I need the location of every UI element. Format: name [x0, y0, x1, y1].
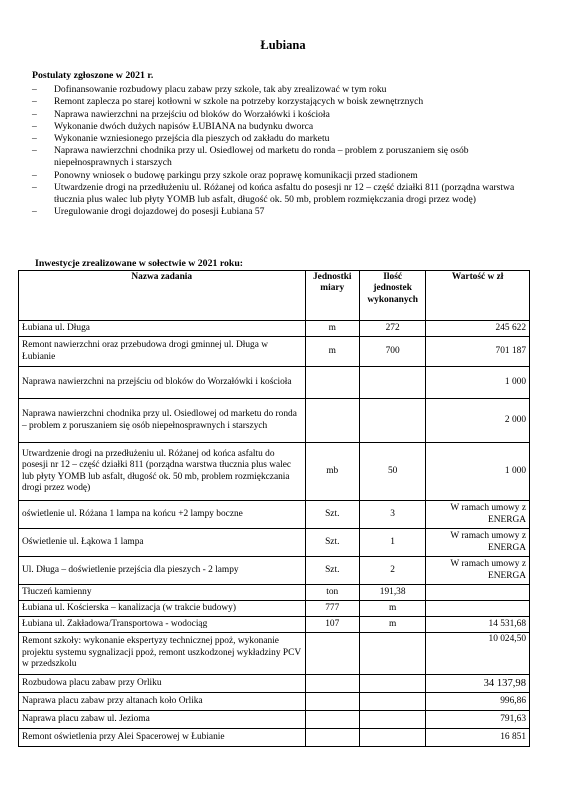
task-unit: Szt. — [305, 529, 360, 557]
table-row — [19, 693, 530, 711]
task-value: 14 531,68 — [426, 617, 530, 633]
postulates-section — [32, 70, 532, 218]
task-value — [426, 601, 530, 617]
task-quantity: 50 — [360, 443, 426, 501]
task-value: 245 622 — [426, 321, 530, 337]
column-header-unit: Jednostki miary — [305, 271, 360, 321]
task-value: 10 024,50 — [426, 633, 530, 675]
task-name: Utwardzenie drogi na przedłużeniu ul. Różanej od końca asfaltu do posesji nr 12 – część działki 811 (porządna warstwa tłucznia plus walec lub płyty YOMB lub asfalt, długość ok. 50 mb, problem rozmiękczania drogi przez wodę) — [19, 443, 306, 501]
task-unit — [305, 399, 360, 443]
task-quantity: m — [360, 601, 426, 617]
task-name: Łubiana ul. Długa — [19, 321, 306, 337]
column-header-task: Nazwa zadania — [19, 271, 306, 321]
task-quantity — [360, 633, 426, 675]
bullet-dash: – — [32, 169, 37, 181]
task-unit — [305, 367, 360, 399]
investments-heading: Inwestycje zrealizowane w sołectwie w 2021 roku: — [35, 258, 244, 269]
task-name: Naprawa nawierzchni chodnika przy ul. Osiedlowej od marketu do ronda – problem z poruszaniem się osób niepełnosprawnych i starszych — [19, 399, 306, 443]
task-unit: Szt. — [305, 501, 360, 529]
postulate-text: Ponowny wniosek o budowę parkingu przy szkole oraz poprawę komunikacji przed stadionem — [54, 169, 418, 181]
task-value — [426, 585, 530, 601]
postulate-text: Dofinansowanie rozbudowy placu zabaw przy szkole, tak aby zrealizować w tym roku — [54, 84, 387, 96]
page-title: Łubiana — [260, 38, 306, 52]
task-quantity — [360, 693, 426, 711]
task-quantity: 1 — [360, 529, 426, 557]
postulate-text: Naprawa nawierzchni chodnika przy ul. Osiedlowej od marketu do ronda – problem z poruszaniem się osób niepełnosprawnych i starszych — [54, 145, 469, 169]
task-unit — [305, 729, 360, 747]
postulate-item — [32, 133, 532, 145]
table-row — [19, 529, 530, 557]
column-header-value: Wartość w zł — [426, 271, 530, 321]
task-value: W ramach umowy z ENERGA — [426, 501, 530, 529]
table-row — [19, 601, 530, 617]
task-value: 2 000 — [426, 399, 530, 443]
task-value: 1 000 — [426, 443, 530, 501]
postulate-item — [32, 170, 532, 182]
task-name: oświetlenie ul. Różana 1 lampa na końcu +2 lampy boczne — [19, 501, 306, 529]
postulate-item — [32, 182, 532, 206]
task-quantity — [360, 729, 426, 747]
table-row — [19, 633, 530, 675]
task-value: 996,86 — [426, 693, 530, 711]
table-row — [19, 617, 530, 633]
task-value: 791,63 — [426, 711, 530, 729]
postulate-item — [32, 121, 532, 133]
task-unit: Szt. — [305, 557, 360, 585]
task-value: 1 000 — [426, 367, 530, 399]
task-name: Rozbudowa placu zabaw przy Orliku — [19, 675, 306, 693]
task-unit — [305, 675, 360, 693]
postulate-text: Wykonanie dwóch dużych napisów ŁUBIANA na budynku dworca — [54, 120, 314, 132]
task-name: Remont nawierzchni oraz przebudowa drogi gminnej ul. Długa w Łubianie — [19, 337, 306, 367]
column-header-quantity: Ilość jednostek wykonanych — [360, 271, 426, 321]
postulates-heading: Postulaty zgłoszone w 2021 r. — [32, 70, 154, 81]
postulate-item — [32, 96, 532, 108]
task-quantity: 272 — [360, 321, 426, 337]
investments-table — [18, 270, 530, 747]
task-unit: 777 — [305, 601, 360, 617]
bullet-dash: – — [32, 120, 37, 132]
task-name: Oświetlenie ul. Łąkowa 1 lampa — [19, 529, 306, 557]
task-quantity: 700 — [360, 337, 426, 367]
table-row — [19, 675, 530, 693]
task-name: Naprawa placu zabaw przy altanach koło Orlika — [19, 693, 306, 711]
postulate-text: Remont zaplecza po starej kotłowni w szkole na potrzeby korzystających w boisk zewnętrznych — [54, 96, 424, 108]
bullet-dash: – — [32, 108, 37, 120]
postulates-list — [32, 84, 532, 218]
postulate-item — [32, 145, 532, 169]
task-unit — [305, 711, 360, 729]
task-unit: m — [305, 337, 360, 367]
table-row — [19, 729, 530, 747]
task-value: 701 187 — [426, 337, 530, 367]
task-value: 34 137,98 — [426, 675, 530, 693]
table-row — [19, 711, 530, 729]
table-row — [19, 367, 530, 399]
task-name: Łubiana ul. Zakładowa/Transportowa - wodociąg — [19, 617, 306, 633]
bullet-dash: – — [32, 133, 37, 145]
postulate-item — [32, 84, 532, 96]
task-value: W ramach umowy z ENERGA — [426, 529, 530, 557]
task-unit — [305, 693, 360, 711]
postulate-text: Wykonanie wzniesionego przejścia dla pieszych od zakładu do marketu — [54, 133, 330, 145]
table-row — [19, 585, 530, 601]
bullet-dash: – — [32, 84, 37, 96]
postulate-text: Uregulowanie drogi dojazdowej do posesji Łubiana 57 — [54, 206, 265, 218]
task-unit: mb — [305, 443, 360, 501]
task-unit: ton — [305, 585, 360, 601]
postulate-text: Naprawa nawierzchni na przejściu od bloków do Worzałówki i kościoła — [54, 108, 330, 120]
task-unit: 107 — [305, 617, 360, 633]
bullet-dash: – — [32, 96, 37, 108]
postulate-item — [32, 109, 532, 121]
bullet-dash: – — [32, 145, 37, 157]
task-quantity: 3 — [360, 501, 426, 529]
task-quantity: 191,38 — [360, 585, 426, 601]
task-name: Remont szkoły: wykonanie ekspertyzy technicznej ppoż, wykonanie projektu systemu sygnalizacji ppoż, remont uszkodzonej wykładziny PCV w przedszkolu — [19, 633, 306, 675]
task-name: Naprawa nawierzchni na przejściu od bloków do Worzałówki i kościoła — [19, 367, 306, 399]
bullet-dash: – — [32, 206, 37, 218]
table-row — [19, 501, 530, 529]
task-name: Remont oświetlenia przy Alei Spacerowej w Łubianie — [19, 729, 306, 747]
bullet-dash: – — [32, 181, 37, 193]
task-quantity: 2 — [360, 557, 426, 585]
task-quantity: m — [360, 617, 426, 633]
task-quantity — [360, 367, 426, 399]
task-unit: m — [305, 321, 360, 337]
task-unit — [305, 633, 360, 675]
task-quantity — [360, 711, 426, 729]
table-row — [19, 321, 530, 337]
table-row — [19, 337, 530, 367]
task-quantity — [360, 675, 426, 693]
postulate-item — [32, 206, 532, 218]
table-row — [19, 557, 530, 585]
task-value: 16 851 — [426, 729, 530, 747]
table-header-row — [19, 271, 530, 321]
table-row — [19, 443, 530, 501]
task-name: Ul. Długa – doświetlenie przejścia dla pieszych - 2 lampy — [19, 557, 306, 585]
task-name: Łubiana ul. Kościerska – kanalizacja (w trakcie budowy) — [19, 601, 306, 617]
task-quantity — [360, 399, 426, 443]
task-name: Naprawa placu zabaw ul. Jezioma — [19, 711, 306, 729]
task-name: Tłuczeń kamienny — [19, 585, 306, 601]
task-value: W ramach umowy z ENERGA — [426, 557, 530, 585]
table-row — [19, 399, 530, 443]
postulate-text: Utwardzenie drogi na przedłużeniu ul. Różanej od końca asfaltu do posesji nr 12 – część działki 811 (porządna warstwa tłucznia plus walec lub płyty YOMB lub asfalt, długość ok. 50 mb, problem rozmiękczania drogi przez wodę) — [54, 181, 515, 206]
